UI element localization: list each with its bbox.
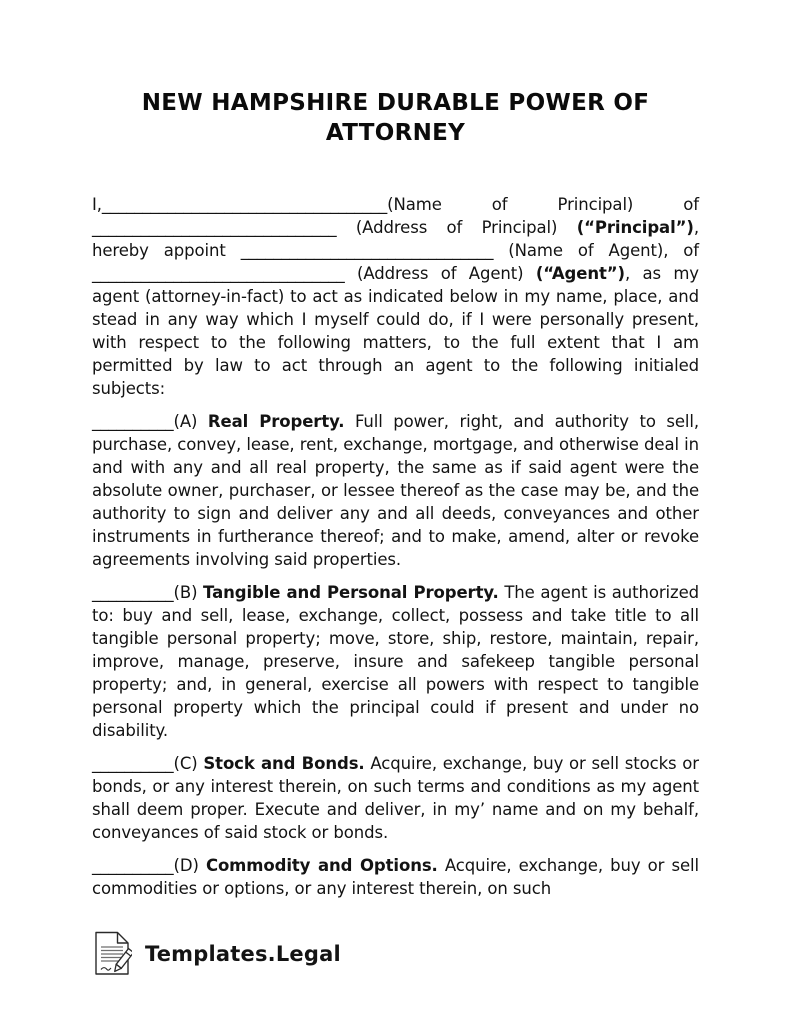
document-title	[92, 88, 699, 148]
section-d-commodity-and-options	[92, 854, 699, 900]
section-a-initials-blank: __________	[92, 412, 174, 431]
section-d-label: (D)	[173, 856, 206, 875]
section-a-real-property	[92, 410, 699, 571]
section-d-body: Acquire, exchange, buy or sell commodities or options, or any interest therein, on such	[92, 856, 699, 898]
section-b-initials-blank: __________	[92, 583, 174, 602]
section-d-initials-blank: __________	[92, 856, 174, 875]
agent-defined-term: (“Agent”)	[535, 264, 625, 283]
section-b-tangible-personal-property	[92, 581, 699, 742]
section-c-initials-blank: __________	[92, 754, 174, 773]
section-a-heading: Real Property.	[207, 412, 345, 431]
intro-text-middle: , hereby appoint _______________________________ (Name of Agent), of _______________________________ (Address of Agent)	[92, 218, 699, 283]
section-c-heading: Stock and Bonds.	[203, 754, 365, 773]
title-line-1: NEW HAMPSHIRE DURABLE POWER OF	[141, 90, 650, 116]
document-pen-icon	[92, 930, 132, 977]
section-b-heading: Tangible and Personal Property.	[203, 583, 499, 602]
section-c-stock-and-bonds	[92, 752, 699, 844]
footer	[92, 930, 341, 977]
section-d-heading: Commodity and Options.	[205, 856, 438, 875]
intro-text-start: I,___________________________________(Name of Principal) of ______________________________ (Address of Principal)	[92, 195, 699, 237]
intro-paragraph	[92, 193, 699, 400]
brand-name: Templates.Legal	[145, 941, 341, 966]
principal-defined-term: (“Principal”)	[576, 218, 694, 237]
section-b-label: (B)	[173, 583, 204, 602]
intro-text-end: , as my agent (attorney-in-fact) to act as indicated below in my name, place, and stead in any way which I myself could do, if I were personally present, with respect to the following matters, to the full extent that I am permitted by law to act through an agent to the following initialed subjects:	[92, 264, 699, 398]
section-a-body: Full power, right, and authority to sell, purchase, convey, lease, rent, exchange, mortgage, and otherwise deal in and with any and all real property, the same as if said agent were the absolute owner, purchaser, or lessee thereof as the case may be, and the authority to sign and deliver any and all deeds, conveyances and other instruments in furtherance thereof; and to make, amend, alter or revoke agreements involving said properties.	[92, 412, 699, 569]
section-a-label: (A)	[173, 412, 208, 431]
section-c-label: (C)	[173, 754, 204, 773]
section-b-body: The agent is authorized to: buy and sell, lease, exchange, collect, possess and take title to all tangible personal property; move, store, ship, restore, maintain, repair, improve, manage, preserve, insure and safekeep tangible personal property; and, in general, exercise all powers with respect to tangible personal property which the principal could if present and under no disability.	[92, 583, 699, 740]
section-c-body: Acquire, exchange, buy or sell stocks or bonds, or any interest therein, on such terms and conditions as my agent shall deem proper. Execute and deliver, in my’ name and on my behalf, conveyances of said stock or bonds.	[92, 754, 699, 842]
title-line-2: ATTORNEY	[325, 120, 466, 146]
